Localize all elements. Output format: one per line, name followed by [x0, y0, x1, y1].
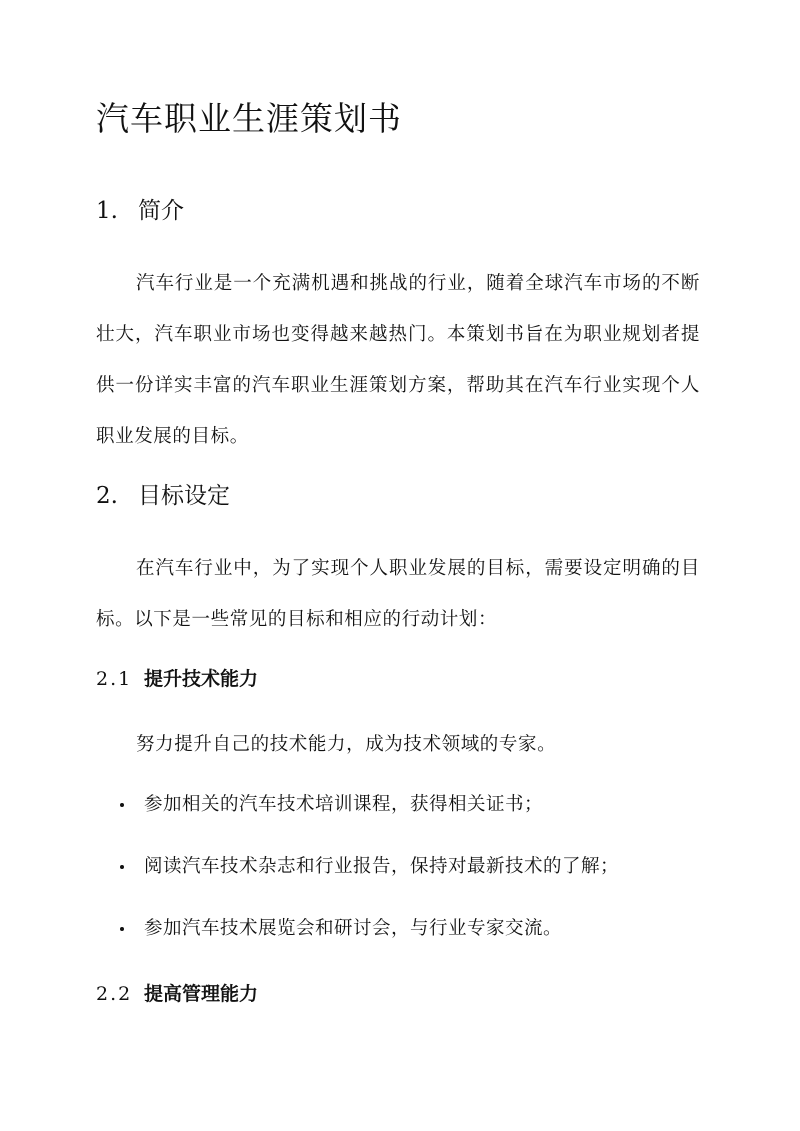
tech-paragraph: 努力提升自己的技术能力，成为技术领域的专家。: [136, 734, 557, 755]
section-heading-goals: [96, 479, 230, 513]
list-item: [96, 907, 700, 969]
subsection-number: 2.2: [96, 983, 133, 1005]
bullet-icon: [120, 865, 124, 869]
subsection-heading-tech: [96, 664, 258, 694]
list-item: [96, 783, 700, 845]
section-heading-intro: [96, 194, 184, 228]
intro-paragraph: 汽车行业是一个充满机遇和挑战的行业，随着全球汽车市场的不断壮大，汽车职业市场也变得越来越热门。本策划书旨在为职业规划者提供一份详实丰富的汽车职业生涯策划方案，帮助其在汽车行业实现个人职业发展的目标。: [96, 273, 700, 447]
tech-action-list: [96, 783, 700, 969]
bullet-icon: [120, 803, 124, 807]
section-number: 2.: [96, 483, 118, 509]
list-item: [96, 845, 700, 907]
section-title: 目标设定: [138, 483, 230, 509]
document-title: 汽车职业生涯策划书: [96, 99, 402, 138]
section-title: 简介: [138, 198, 184, 224]
subsection-heading-management: [96, 979, 258, 1009]
section-number: 1.: [96, 198, 118, 224]
goals-paragraph: 在汽车行业中，为了实现个人职业发展的目标，需要设定明确的目标。以下是一些常见的目标和相应的行动计划：: [96, 558, 700, 630]
subsection-number: 2.1: [96, 668, 133, 690]
list-item-text: 参加相关的汽车技术培训课程，获得相关证书；: [144, 794, 544, 815]
list-item-text: 参加汽车技术展览会和研讨会，与行业专家交流。: [144, 918, 563, 939]
subsection-title: 提升技术能力: [144, 668, 259, 690]
bullet-icon: [120, 927, 124, 931]
list-item-text: 阅读汽车技术杂志和行业报告，保持对最新技术的了解；: [144, 856, 620, 877]
subsection-title: 提高管理能力: [144, 983, 259, 1005]
